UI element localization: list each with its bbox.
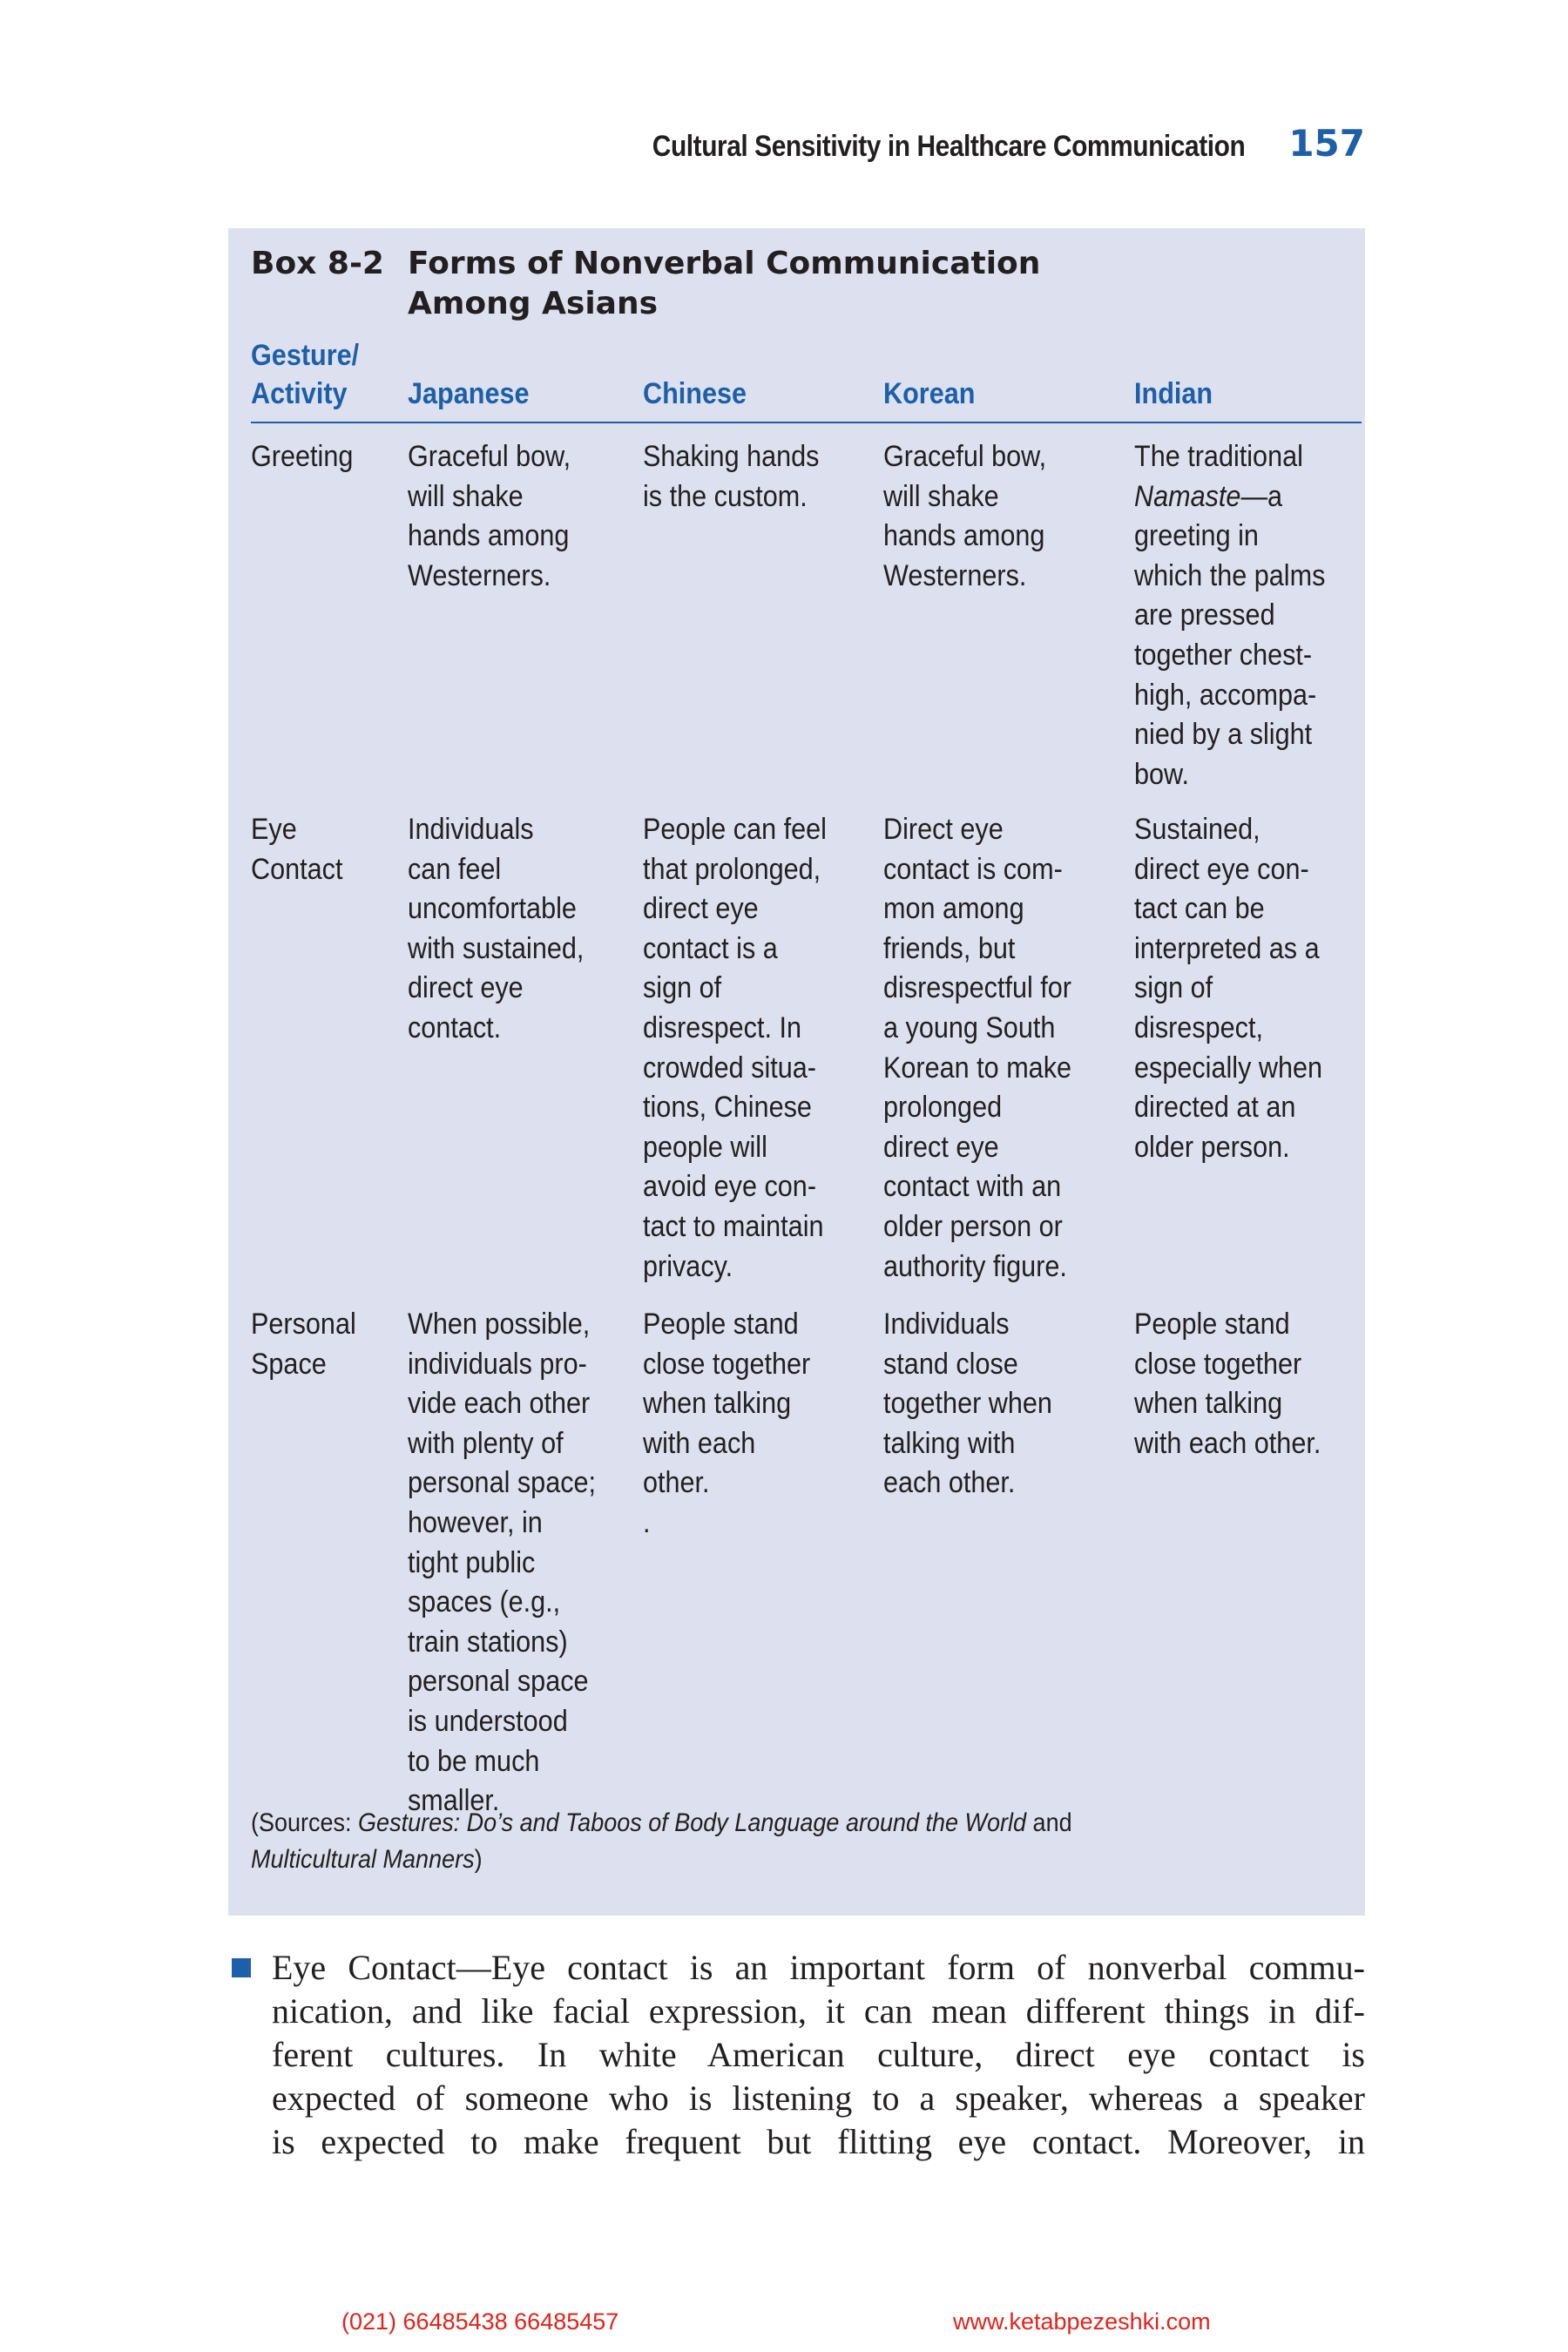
cell-line: with each [643,1426,756,1460]
table-cell-chinese [643,810,847,1287]
cell-line: tact to maintain [643,1209,824,1243]
cell-line: personal space; [408,1466,597,1500]
cell-line: will shake [883,479,999,513]
table-cell-japanese [408,810,604,1049]
cell-line: directed at an [1134,1091,1296,1125]
box-title-line-1: Forms of Nonverbal Communication [408,246,1041,281]
running-title: Cultural Sensitivity in Healthcare Communication [652,130,1246,163]
sources-and: and [1026,1808,1072,1837]
cell-line: Individuals [408,813,534,846]
cell-line: Eye [251,813,297,846]
cell-line: Korean to make [883,1051,1072,1085]
cell-line: disrespect. In [643,1010,801,1044]
cell-line: direct eye [883,1130,999,1164]
cell-line: a young South [883,1010,1056,1044]
cell-line: Individuals [883,1308,1010,1341]
table-cell-activity [251,810,353,889]
paragraph-line: expected of someone who is listening to a speaker, whereas a speaker [272,2078,1365,2118]
cell-line: The traditional [1134,440,1303,473]
cell-line: tions, Chinese [643,1091,812,1125]
cell-line: hands among [408,519,570,553]
table-cell-korean [883,810,1092,1287]
cell-line: especially when [1134,1051,1323,1085]
sources-title-1: Gestures: Do’s and Taboos of Body Language around the World [358,1808,1027,1837]
cell-line: train stations) [408,1625,568,1659]
cell-line: however, in [408,1505,543,1539]
cell-line: Westerners. [408,558,551,592]
cell-line: . [643,1505,651,1539]
cell-line: vide each other [408,1387,591,1421]
cell-line: Graceful bow, [408,440,571,473]
cell-line: bow. [1134,757,1189,791]
table-cell-japanese [408,437,589,596]
cell-line: contact with an [883,1170,1062,1204]
cell-line: with sustained, [408,931,585,965]
cell-line: authority figure. [883,1249,1067,1283]
paragraph-line: ferent cultures. In white American culture, direct eye contact is [272,2035,1365,2074]
table-cell-korean [883,1305,1071,1504]
cell-line: direct eye con- [1134,852,1309,886]
cell-line: personal space [408,1665,589,1699]
column-header-activity: Gesture/ Activity [251,339,360,410]
cell-line: older person or [883,1209,1063,1243]
page-number: 157 [1288,122,1365,165]
cell-line: Graceful bow, [883,440,1047,473]
cell-line: Sustained, [1134,813,1260,846]
cell-line: people will [643,1130,767,1164]
cell-line: can feel [408,852,502,886]
cell-line: greeting in [1134,519,1259,553]
cell-line: Direct eye [883,813,1004,846]
namaste-term: Namaste [1134,479,1241,513]
cell-line: other. [643,1466,710,1500]
footer-phone: (021) 66485438 66485457 [341,2308,619,2335]
table-cell-indian [1134,810,1343,1167]
cell-line: together chest- [1134,638,1313,672]
bullet-square-icon [232,1958,251,1977]
sources-title-2: Multicultural Manners [251,1845,475,1874]
cell-line: interpreted as a [1134,931,1320,965]
cell-line [1134,477,1325,517]
box-title-line-2: Among Asians [408,286,659,321]
paragraph-line: is expected to make frequent but flitting eye contact. Moreover, in [272,2122,1365,2161]
cell-line: nied by a slight [1134,718,1313,752]
table-cell-chinese [643,437,839,517]
cell-line: Space [251,1347,327,1381]
table-cell-korean [883,437,1064,596]
paragraph-line: Eye Contact—Eye contact is an important form of nonverbal commu- [272,1948,1365,1987]
paragraph-text [272,1946,1365,2164]
cell-line: contact is a [643,931,778,965]
paragraph-line: nication, and like facial expression, it can mean different things in dif- [272,1991,1365,2031]
cell-line: sign of [1134,971,1213,1005]
cell-line: talking with [883,1426,1016,1460]
cell-line: friends, but [883,931,1016,965]
cell-line: close together [1134,1347,1302,1381]
column-header-japanese: Japanese [408,377,530,410]
cell-line: Personal [251,1308,356,1341]
table-cell-indian [1134,437,1347,794]
cell-line: each other. [883,1466,1016,1500]
cell-line: prolonged [883,1091,1003,1125]
cell-line: to be much [408,1744,540,1778]
column-header-indian: Indian [1134,377,1213,410]
cell-line: tight public [408,1545,536,1579]
footer-website: www.ketabpezeshki.com [953,2308,1211,2335]
column-header-korean: Korean [883,377,976,410]
cell-line: uncomfortable [408,892,577,926]
cell-line: disrespectful for [883,971,1071,1005]
table-cell-activity [251,437,364,477]
cell-line: individuals pro- [408,1347,587,1381]
cell-line: with each other. [1134,1426,1321,1460]
running-head [523,122,1365,165]
cell-line: avoid eye con- [643,1170,817,1204]
cell-line: high, accompa- [1134,678,1317,712]
cell-line: close together [643,1347,811,1381]
cell-line: People stand [1134,1308,1290,1341]
table-cell-chinese [643,1305,829,1544]
table-cell-indian [1134,1305,1342,1463]
sidebar-box [228,228,1365,1916]
cell-line: disrespect, [1134,1010,1263,1044]
cell-line: When possible, [408,1308,591,1341]
cell-line: direct eye [408,971,524,1005]
cell-line: Greeting [251,440,354,473]
cell-line: that prolonged, [643,852,821,886]
cell-line: contact. [408,1010,502,1044]
cell-line: privacy. [643,1249,733,1283]
cell-line: when talking [643,1387,792,1421]
cell-line: People can feel [643,813,827,846]
cell-line: Shaking hands [643,440,820,473]
cell-line: are pressed [1134,598,1275,632]
sources-note [251,1805,1072,1878]
cell-line: tact can be [1134,892,1265,926]
cell-line: mon among [883,892,1024,926]
cell-line: will shake [408,479,524,513]
cell-line: sign of [643,971,722,1005]
cell-line: People stand [643,1308,799,1341]
cell-line: is understood [408,1704,568,1738]
cell-line: contact is com- [883,852,1063,886]
table-cell-japanese [408,1305,617,1821]
cell-line: with plenty of [408,1426,564,1460]
sources-prefix: (Sources: [251,1808,359,1837]
table-cell-activity [251,1305,368,1384]
cell-line: Contact [251,852,343,886]
cell-line: is the custom. [643,479,808,513]
cell-line: stand close [883,1347,1018,1381]
cell-line: together when [883,1387,1052,1421]
box-number: Box 8-2 [251,246,384,281]
cell-line: when talking [1134,1387,1283,1421]
sources-suffix: ) [474,1845,483,1874]
cell-line: Westerners. [883,558,1027,592]
namaste-rest: —a [1240,479,1283,513]
cell-line: smaller. [408,1784,500,1818]
cell-line: which the palms [1134,558,1326,592]
box-title [251,244,1040,324]
cell-line: crowded situa- [643,1051,816,1085]
cell-line: direct eye [643,892,759,926]
header-rule [251,422,1362,423]
cell-line: older person. [1134,1130,1290,1164]
cell-line: hands among [883,519,1045,553]
column-header-chinese: Chinese [643,377,747,410]
cell-line: spaces (e.g., [408,1585,561,1619]
